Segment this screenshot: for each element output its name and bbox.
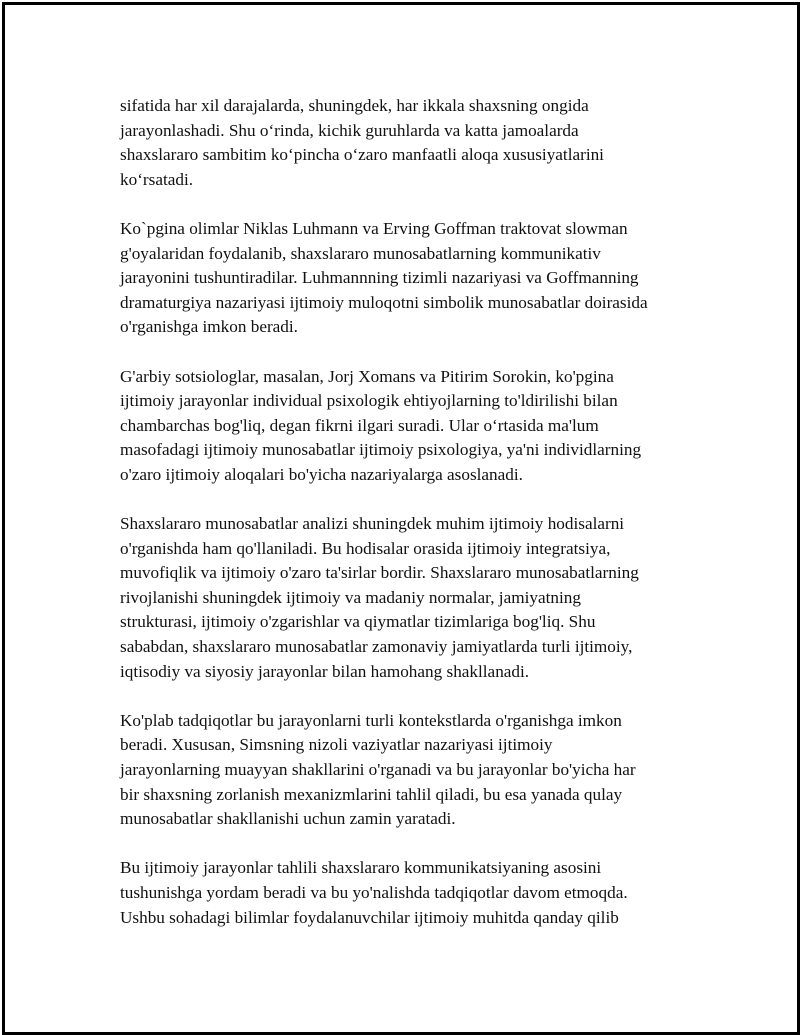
text-line: sifatida har xil darajalarda, shuningdek, har ikkala shaxsning ongida	[120, 96, 589, 115]
text-line: o'rganishda ham qo'llaniladi. Bu hodisalar orasida ijtimoiy integratsiya,	[120, 538, 611, 558]
text-line: munosabatlar shakllanishi uchun zamin yaratadi.	[120, 809, 456, 829]
text-line: dramaturgiya nazariyasi ijtimoiy muloqotni simbolik munosabatlar doirasida	[120, 292, 648, 312]
text-line: G'arbiy sotsiologlar, masalan, Jorj Xomans va Pitirim Sorokin, ko'pgina	[120, 366, 614, 386]
text-line: Ko'plab tadqiqotlar bu jarayonlarni turli kontekstlarda o'rganishga imkon	[120, 710, 622, 730]
text-line: beradi. Xususan, Simsning nizoli vaziyatlar nazariyasi ijtimoiy	[120, 735, 553, 755]
text-line: ko‘rsatadi.	[120, 169, 194, 189]
text-line: iqtisodiy va siyosiy jarayonlar bilan hamohang shakllanadi.	[120, 661, 530, 681]
text-line: g'oyalaridan foydalanib, shaxslararo munosabatlarning kommunikativ	[120, 243, 601, 263]
paragraph-6	[120, 856, 695, 930]
text-line: masofadagi ijtimoiy munosabatlar ijtimoiy psixologiya, ya'ni individlarning	[120, 440, 642, 460]
text-line: strukturasi, ijtimoiy o'zgarishlar va qiymatlar tizimlariga bog'liq. Shu	[120, 612, 596, 632]
text-line: o'zaro ijtimoiy aloqalari bo'yicha nazariyalarga asoslanadi.	[120, 464, 523, 484]
text-line: tushunishga yordam beradi va bu yo'nalishda tadqiqotlar davom etmoqda.	[120, 883, 628, 902]
text-line: jarayonlashadi. Shu o‘rinda, kichik guruhlarda va katta jamoalarda	[120, 120, 579, 140]
page-border	[2, 2, 800, 1035]
paragraph-4	[120, 512, 695, 684]
text-line: shaxslararo sambitim ko‘pincha o‘zaro manfaatli aloqa xususiyatlarini	[120, 145, 604, 165]
paragraph-5	[120, 709, 695, 832]
text-line: o'rganishga imkon beradi.	[120, 317, 298, 337]
text-line: rivojlanishi shuningdek ijtimoiy va madaniy normalar, jamiyatning	[120, 587, 581, 607]
text-line: jarayonlarning muayyan shakllarini o'rganadi va bu jarayonlar bo'yicha har	[120, 760, 636, 780]
text-line: ijtimoiy jarayonlar individual psixologik ehtiyojlarning to'ldirilishi bilan	[120, 391, 618, 411]
text-line: Shaxslararo munosabatlar analizi shuningdek muhim ijtimoiy hodisalarni	[120, 514, 625, 534]
text-line: Ko`pgina olimlar Niklas Luhmann va Erving Goffman traktovat slowman	[120, 218, 628, 238]
text-line: jarayonini tushuntiradilar. Luhmannning tizimli nazariyasi va Goffmanning	[120, 268, 639, 288]
text-line: sababdan, shaxslararo munosabatlar zamonaviy jamiyatlarda turli ijtimoiy,	[120, 637, 633, 657]
text-line: Bu ijtimoiy jarayonlar tahlili shaxslararo kommunikatsiyaning asosini	[120, 858, 602, 878]
text-line: chambarchas bog'liq, degan fikrni ilgari suradi. Ular o‘rtasida ma'lum	[120, 415, 599, 435]
paragraph-2	[120, 217, 695, 340]
text-line: bir shaxsning zorlanish mexanizmlarini tahlil qiladi, bu esa yanada qulay	[120, 784, 623, 804]
text-line: Ushbu sohadagi bilimlar foydalanuvchilar ijtimoiy muhitda qanday qilib	[120, 907, 619, 927]
text-line: muvofiqlik va ijtimoiy o'zaro ta'sirlar bordir. Shaxslararo munosabatlarning	[120, 563, 639, 583]
document-body	[120, 94, 695, 955]
paragraph-3	[120, 365, 695, 488]
paragraph-1	[120, 94, 695, 192]
